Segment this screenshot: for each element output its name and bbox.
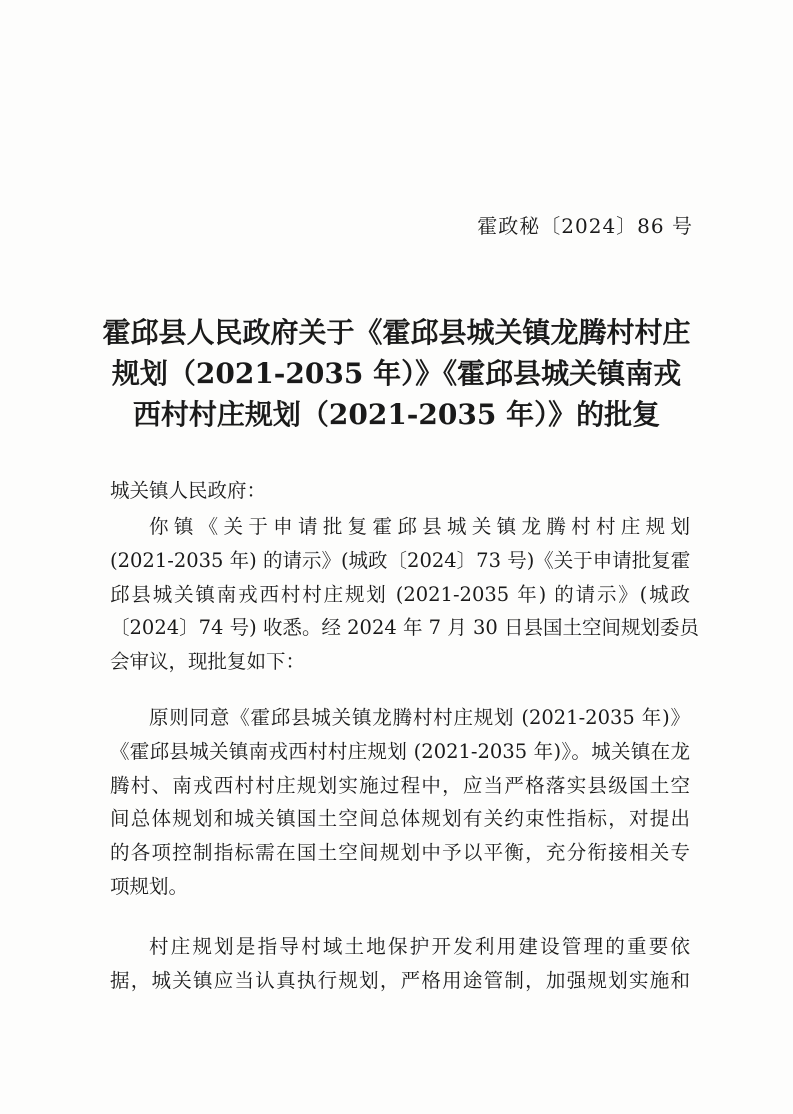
paragraph-line: 《霍邱县城关镇南戎西村村庄规划 (2021-2035 年)》。城关镇在龙 (110, 739, 690, 763)
paragraph-line: 村庄规划是指导村域土地保护开发利用建设管理的重要依 (149, 935, 690, 958)
salutation: 城关镇人民政府： (110, 479, 267, 502)
paragraph-line: (2021-2035 年) 的请示》(城政〔2024〕73 号)《关于申请批复霍 (110, 548, 691, 572)
paragraph-line: 邱县城关镇南戎西村村庄规划 (2021-2035 年) 的请示》(城政 (110, 582, 690, 606)
paragraph-line: 间总体规划和城关镇国土空间总体规划有关约束性指标，对提出 (110, 807, 690, 831)
title-line: 西村村庄规划（2021-2035 年）》的批复 (132, 398, 661, 431)
paragraph-line: 会审议，现批复如下： (110, 650, 306, 674)
title-line: 规划（2021-2035 年）》《霍邱县城关镇南戎 (111, 357, 682, 390)
paragraph-approval (110, 701, 690, 904)
paragraph-line: 腾村、南戎西村村庄规划实施过程中，应当严格落实县级国土空 (110, 773, 690, 797)
paragraph-line: 项规划。 (110, 874, 189, 898)
paragraph-implementation (110, 930, 690, 998)
document-number: 霍政秘〔2024〕86 号 (477, 214, 693, 238)
paragraph-request-receipt (110, 510, 699, 679)
title-line: 霍邱县人民政府关于《霍邱县城关镇龙腾村村庄 (102, 316, 691, 349)
paragraph-line: 你镇《关于申请批复霍邱县城关镇龙腾村村庄规划 (149, 515, 690, 538)
document-title (80, 312, 713, 435)
paragraph-line: 的各项控制指标需在国土空间规划中予以平衡，充分衔接相关专 (110, 841, 690, 865)
paragraph-line: 据，城关镇应当认真执行规划，严格用途管制，加强规划实施和 (110, 968, 690, 992)
paragraph-line: 〔2024〕74 号) 收悉。经 2024 年 7 月 30 日县国土空间规划委员 (110, 616, 699, 640)
paragraph-line: 原则同意《霍邱县城关镇龙腾村村庄规划 (2021-2035 年)》 (149, 706, 690, 729)
